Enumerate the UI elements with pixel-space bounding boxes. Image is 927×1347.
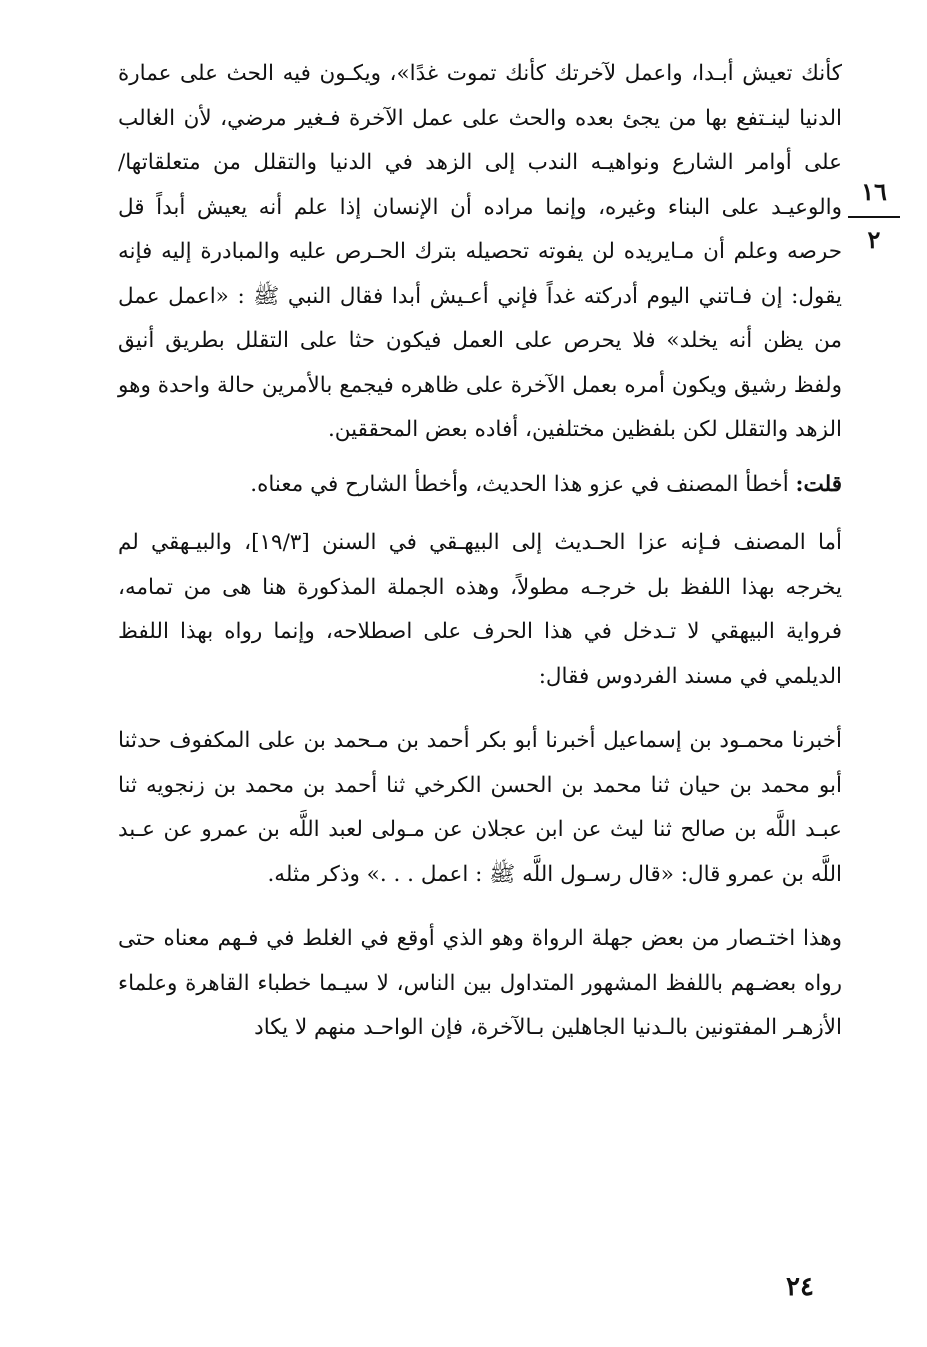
margin-reference-rule bbox=[848, 216, 900, 218]
paragraph-qult bbox=[118, 463, 842, 508]
paragraph-conclusion: وهذا اختـصار من بعض جهلة الرواة وهو الذي أوقع في الغلط في فـهم معناه حتى رواه بعضـهم باللفظ المشهور المتداول بين الناس، لا سيـما خطباء القاهرة وعلماء الأزهـر المفتونين بالـدنيا الجاهلين بـالآخرة، فإن الواحـد منهم لا يكاد bbox=[118, 926, 842, 1040]
qult-text: أخطأ المصنف في عزو هذا الحديث، وأخطأ الشارح في معناه. bbox=[250, 471, 796, 497]
page-number: ٢٤ bbox=[786, 1272, 814, 1302]
qult-lead: قلت: bbox=[795, 471, 842, 497]
margin-reference bbox=[848, 177, 900, 254]
paragraph-isnad: أخبرنا محمـود بن إسماعيل أخبرنا أبو بكر أحمد بن مـحمد بن على المكفوف حدثنا أبو محمد بن حيان ثنا محمد بن الحسن الكرخي ثنا أحمد بن محمد بن زنجويه ثنا عبـد اللَّه بن صالح ثنا ليث عن ابن عجلان عن مـولى لعبد اللَّه بن عمرو عن عـبد اللَّه بن عمرو قال: «قال رسـول اللَّه ﷺ : اعمل . . .» وذكر مثله. bbox=[118, 728, 842, 887]
paragraph-commentary: كأنك تعيش أبـدا، واعمل لآخرتك كأنك تموت غدًا»، ويكـون فيه الحث على عمارة الدنيا لينـتفع بها من يجئ بعده والحث على عمل الآخرة فـغير مرضي، لأن الغالب على أوامر الشارع ونواهيـه الندب إلى الزهد في الدنيا والتقلل من متعلقاتها/ والوعيـد على البناء وغيره، وإنما مراده أن الإنسان إذا علم أنه يعيش أبداً قل حرصه وعلم أن مـايريده لن يفوته تحصيله بترك الحـرص عليه والمبادرة إليه فإنه يقول: إن فـاتني اليوم أدركته غداً فإني أعـيش أبدا فقال النبي ﷺ : «اعمل عمل من يظن أنه يخلد» فلا يحرص على العمل فيكون حثا على التقلل بطريق أنيق ولفظ رشيق ويكون أمره بعمل الآخرة على ظاهره فيجمع بالأمرين حالة واحدة وهو الزهد والتقلل لكن بلفظين مختلفين، أفاده بعض المحققين. bbox=[118, 61, 842, 442]
margin-reference-top: ١٦ bbox=[861, 177, 887, 206]
text-body bbox=[118, 52, 842, 1051]
margin-reference-bottom: ٢ bbox=[867, 225, 881, 254]
paragraph-attribution: أما المصنف فـإنه عزا الحـديث إلى البيهـقي في السنن [١٩/٣]، والبيـهقي لم يخرجه بهذا اللفظ بل خرجـه مطولاً، وهذه الجملة المذكورة هنا هى من تمامه، فرواية البيهقي لا تـدخل في هذا الحرف على اصطلاحه، وإنما رواه بهذا اللفظ الديلمي في مسند الفردوس فقال: bbox=[118, 530, 842, 689]
